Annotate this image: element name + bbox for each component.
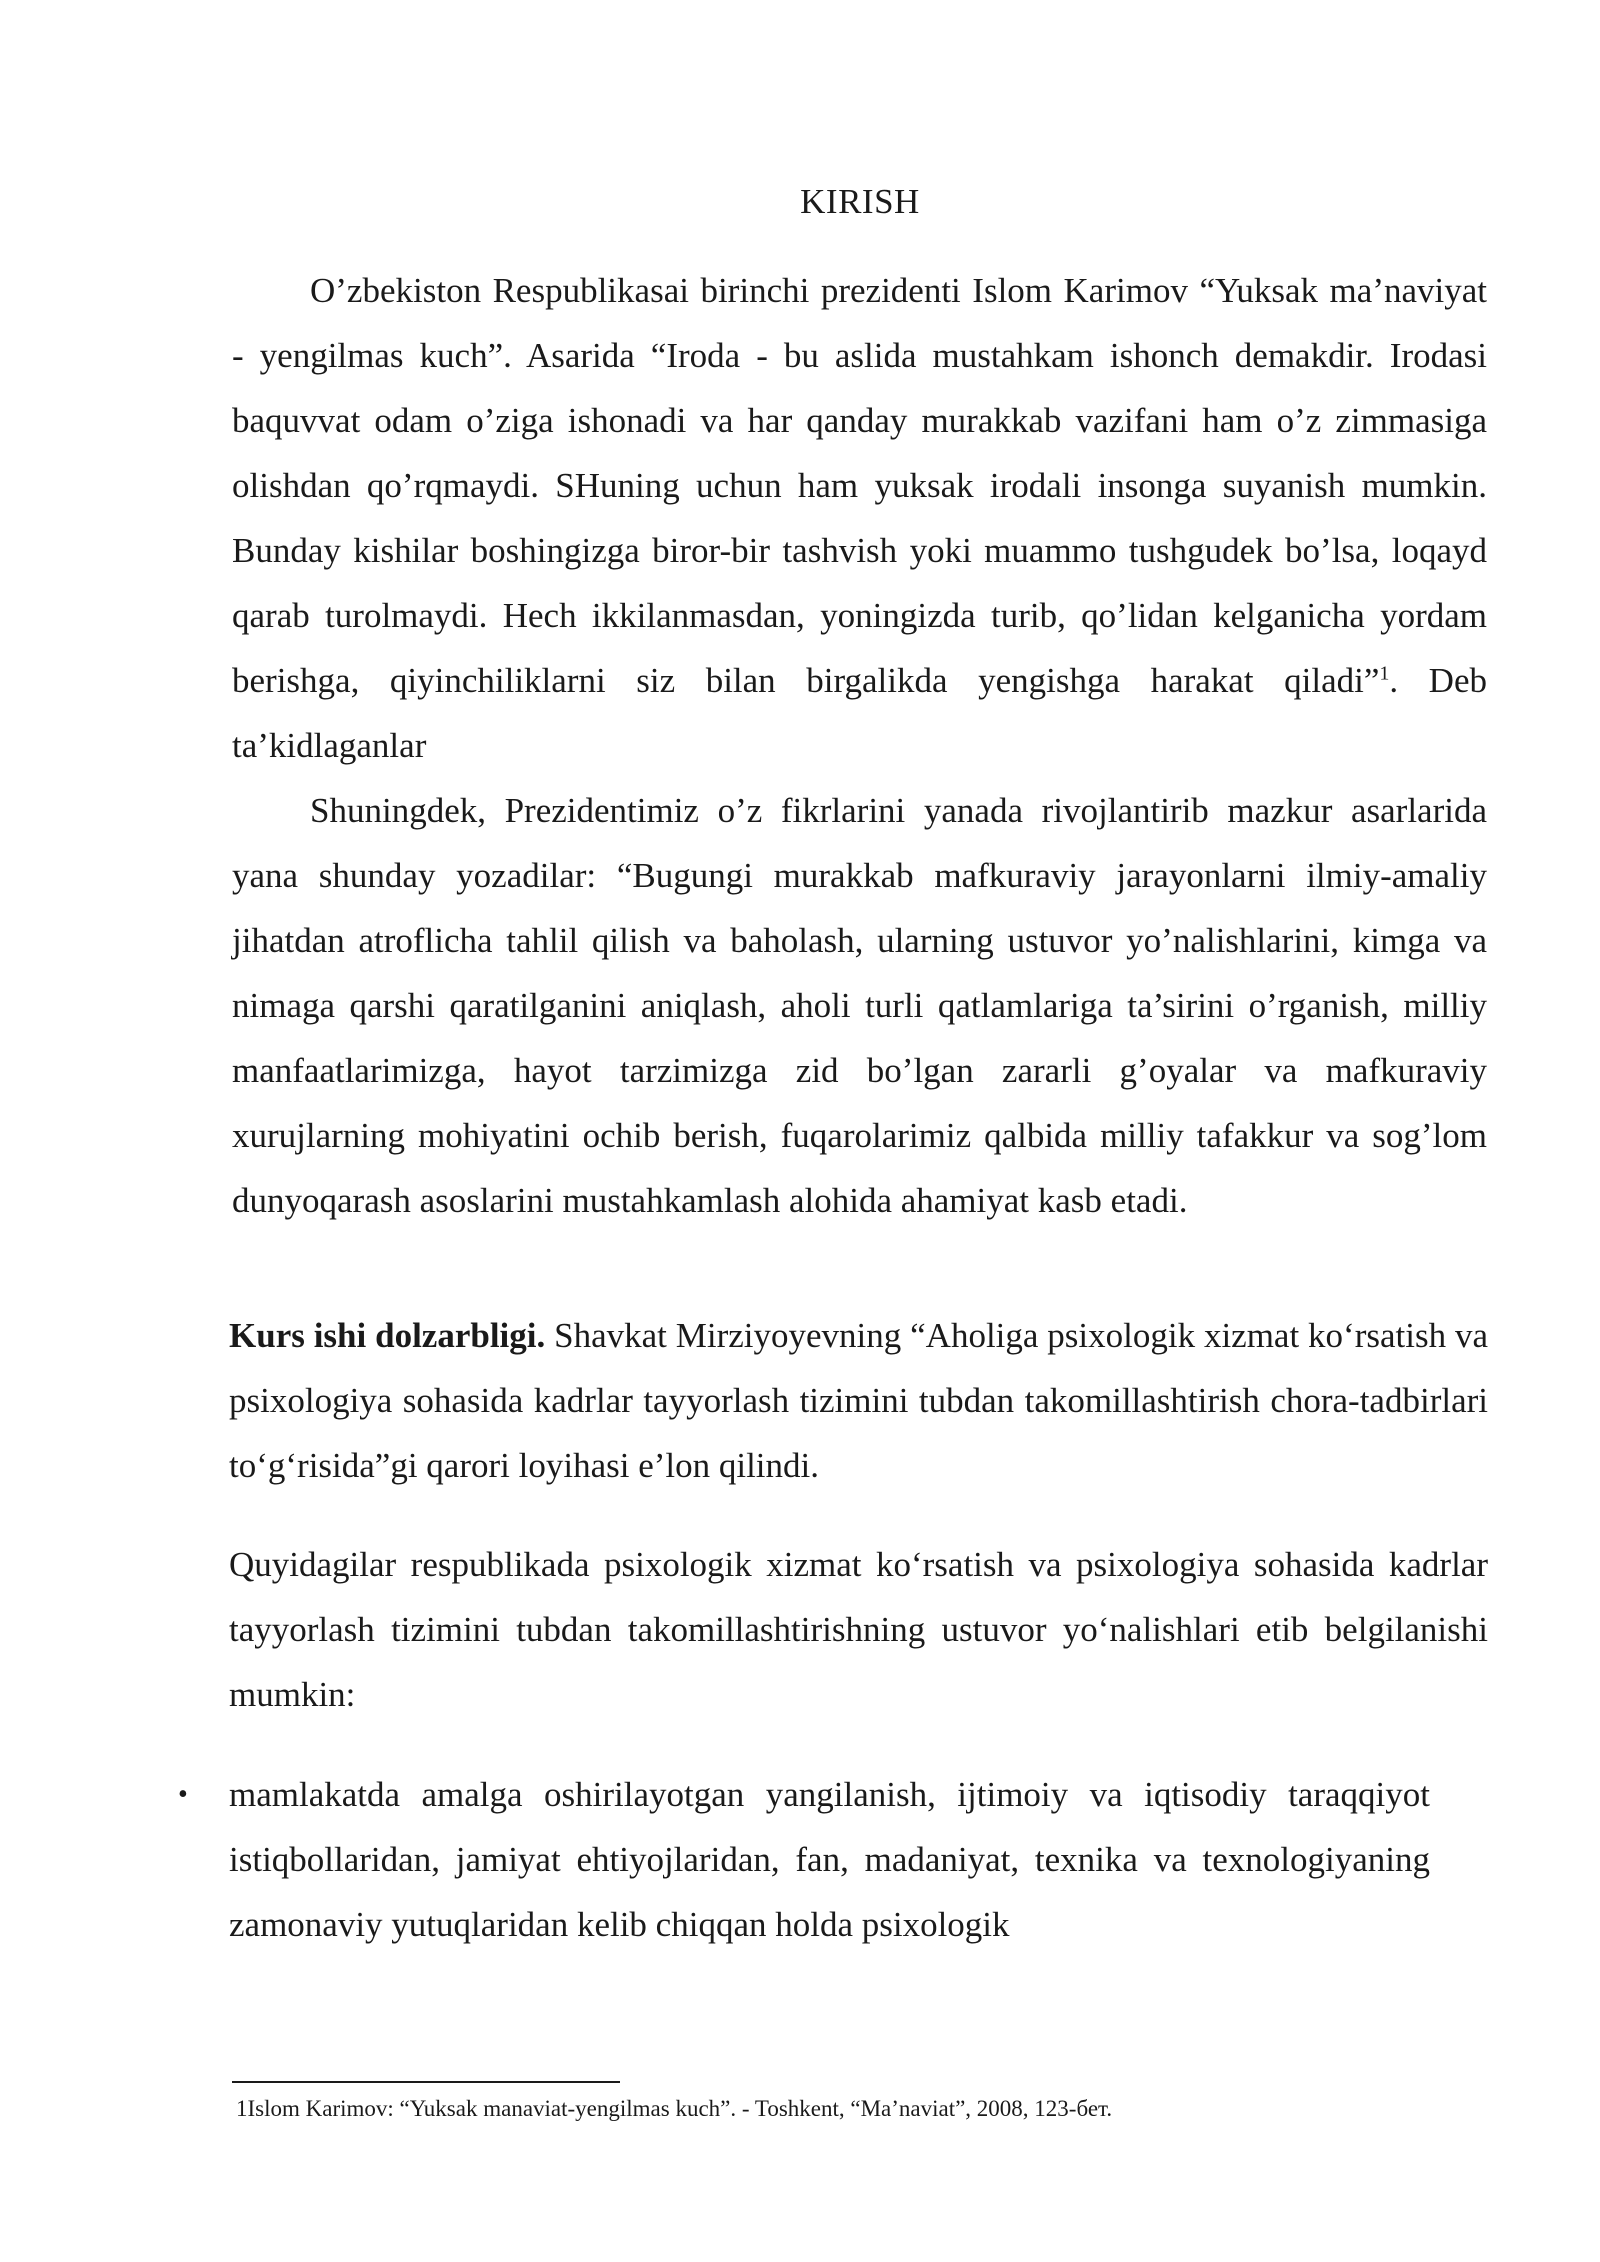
paragraph-intro [232,258,1487,778]
bullet-icon: • [178,1779,188,1810]
paragraph-intro-body: O’zbekiston Respublikasai birinchi prezidenti Islom Karimov “Yuksak ma’naviyat - yengilmas kuch”. Asarida “Iroda - bu aslida mustahkam ishonch demakdir. Irodasi baquvvat odam o’ziga ishonadi va har qanday murakkab vazifani ham o’z zimmasiga olishdan qo’rqmaydi. SHuning uchun ham yuksak irodali insonga suyanish mumkin. Bunday kishilar boshingizga biror-bir tashvish yoki muammo tushgudek bo’lsa, loqayd qarab turolmaydi. Hech ikkilanmasdan, yoningizda turib, qo’lidan kelganicha yordam berishga, qiyinchiliklarni siz bilan birgalikda yengishga harakat qiladi” [232,271,1487,700]
footnote-reference[interactable]: 1 [1379,662,1390,685]
relevance-body: Shavkat Mirziyoyevning “Aholiga psixologik xizmat ko‘rsatish va psixologiya sohasida kadrlar tayyorlash tizimini tubdan takomillashtirish chora-tadbirlari to‘g‘risida”gi qarori loyihasi e’lon qilindi. [229,1316,1488,1485]
paragraph-intro-text [232,258,1487,778]
relevance-heading: Kurs ishi dolzarbligi. [229,1316,546,1355]
footnote-separator [232,2081,620,2083]
footnote-text: 1Islom Karimov: “Yuksak manaviat-yengilmas kuch”. - Toshkent, “Ma’naviat”, 2008, 123-бет. [236,2096,1113,2121]
paragraph-intro-tail: . Deb ta’kidlaganlar [232,661,1487,765]
paragraph-relevance-text [229,1303,1488,1498]
paragraph-quote [232,778,1487,1233]
list-item-text: mamlakatda amalga oshirilayotgan yangilanish, ijtimoiy va iqtisodiy taraqqiyot istiqbollaridan, jamiyat ehtiyojlaridan, fan, madaniyat, texnika va texnologiyaning zamonaviy yutuqlaridan kelib chiqqan holda psixologik [229,1775,1430,1944]
paragraph-priorities-text: Quyidagilar respublikada psixologik xizmat ko‘rsatish va psixologiya sohasida kadrlar tayyorlash tizimini tubdan takomillashtirishning ustuvor yo‘nalishlari etib belgilanishi mumkin: [229,1545,1488,1714]
paragraph-relevance [229,1303,1488,1498]
paragraph-priorities [229,1532,1488,1727]
paragraph-quote-text: Shuningdek, Prezidentimiz o’z fikrlarini yanada rivojlantirib mazkur asarlarida yana shunday yozadilar: “Bugungi murakkab mafkuraviy jarayonlarni ilmiy-amaliy jihatdan atroflicha tahlil qilish va baholash, ularning ustuvor yo’nalishlarini, kimga va nimaga qarshi qaratilganini aniqlash, aholi turli qatlamlariga ta’sirini o’rganish, milliy manfaatlarimizga, hayot tarzimizga zid bo’lgan zararli g’oyalar va mafkuraviy xurujlarning mohiyatini ochib berish, fuqarolarimiz qalbida milliy tafakkur va sog’lom dunyoqarash asoslarini mustahkamlash alohida ahamiyat kasb etadi. [232,791,1487,1220]
page-heading: KIRISH [800,182,920,221]
priorities-list [168,1762,1430,1957]
list-item [168,1762,1430,1957]
